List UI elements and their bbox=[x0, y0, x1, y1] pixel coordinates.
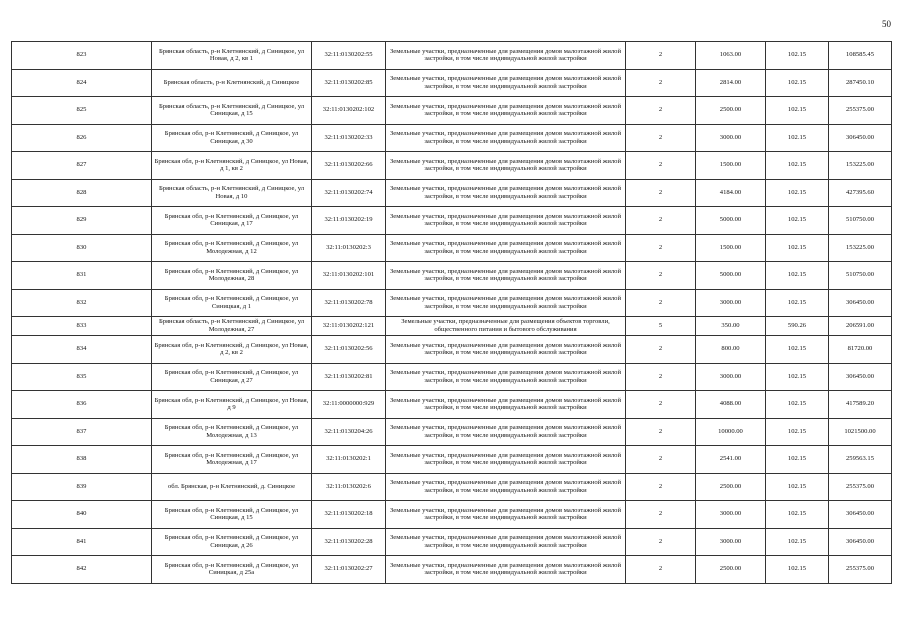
table-row bbox=[12, 446, 892, 474]
address-cell: Брянская обл, р-н Клетнянский, д Синицкое, ул Новая, д 1, кв 2 bbox=[152, 152, 312, 180]
cadastral-number-cell: 32:11:0130202:85 bbox=[312, 69, 386, 97]
page-number: 50 bbox=[882, 19, 891, 29]
group-cell: 2 bbox=[626, 363, 696, 391]
group-cell: 2 bbox=[626, 556, 696, 584]
cadastral-value-cell: 206591.00 bbox=[829, 317, 892, 336]
address-cell: Брянская обл, р-н Клетнянский, д Синицкое, ул Синицкая, д 26 bbox=[152, 528, 312, 556]
row-number-cell: 840 bbox=[12, 501, 152, 529]
cadastral-value-cell: 306450.00 bbox=[829, 363, 892, 391]
cadastral-value-cell: 287450.10 bbox=[829, 69, 892, 97]
cadastral-value-cell: 108585.45 bbox=[829, 42, 892, 70]
row-number-cell: 827 bbox=[12, 152, 152, 180]
table-row bbox=[12, 234, 892, 262]
cadastral-number-cell: 32:11:0130202:27 bbox=[312, 556, 386, 584]
area-cell: 4088.00 bbox=[696, 391, 766, 419]
row-number-cell: 826 bbox=[12, 124, 152, 152]
cadastral-value-cell: 255375.00 bbox=[829, 556, 892, 584]
cadastral-number-cell: 32:11:0130202:74 bbox=[312, 179, 386, 207]
area-cell: 2500.00 bbox=[696, 473, 766, 501]
land-use-cell: Земельные участки, предназначенные для размещения домов малоэтажной жилой застройки, в том числе индивидуальной жилой застройки bbox=[386, 418, 626, 446]
specific-value-cell: 102.15 bbox=[766, 179, 829, 207]
group-cell: 2 bbox=[626, 391, 696, 419]
address-cell: Брянская обл, р-н Клетнянский, д Синицкое, ул Молодежная, д 17 bbox=[152, 446, 312, 474]
row-number-cell: 832 bbox=[12, 289, 152, 317]
land-use-cell: Земельные участки, предназначенные для размещения домов малоэтажной жилой застройки, в том числе индивидуальной жилой застройки bbox=[386, 556, 626, 584]
specific-value-cell: 102.15 bbox=[766, 289, 829, 317]
area-cell: 800.00 bbox=[696, 336, 766, 364]
cadastral-number-cell: 32:11:0130202:1 bbox=[312, 446, 386, 474]
row-number-cell: 828 bbox=[12, 179, 152, 207]
row-number-cell: 839 bbox=[12, 473, 152, 501]
land-use-cell: Земельные участки, предназначенные для размещения домов малоэтажной жилой застройки, в том числе индивидуальной жилой застройки bbox=[386, 207, 626, 235]
cadastral-number-cell: 32:11:0130202:55 bbox=[312, 42, 386, 70]
area-cell: 3000.00 bbox=[696, 289, 766, 317]
table-row bbox=[12, 418, 892, 446]
row-number-cell: 836 bbox=[12, 391, 152, 419]
address-cell: Брянская обл, р-н Клетнянский, д Синицкое, ул Синицкая, д 15 bbox=[152, 501, 312, 529]
cadastral-value-cell: 306450.00 bbox=[829, 501, 892, 529]
address-cell: Брянская обл, р-н Клетнянский, д Синицкое, ул Синицкая, д 27 bbox=[152, 363, 312, 391]
area-cell: 3000.00 bbox=[696, 124, 766, 152]
address-cell: Брянская обл, р-н Клетнянский, д Синицкое, ул Синицкая, д 25а bbox=[152, 556, 312, 584]
row-number-cell: 841 bbox=[12, 528, 152, 556]
address-cell: Брянская обл, р-н Клетнянский, д Синицкое, ул Молодежная, д 13 bbox=[152, 418, 312, 446]
cadastral-number-cell: 32:11:0130202:18 bbox=[312, 501, 386, 529]
specific-value-cell: 102.15 bbox=[766, 418, 829, 446]
address-cell: Брянская обл, р-н Клетнянский, д Синицкое, ул Синицкая, д 17 bbox=[152, 207, 312, 235]
address-cell: Брянская область, р-н Клетнянский, д Синицкое, ул Молодежная, 27 bbox=[152, 317, 312, 336]
row-number-cell: 824 bbox=[12, 69, 152, 97]
land-use-cell: Земельные участки, предназначенные для размещения домов малоэтажной жилой застройки, в том числе индивидуальной жилой застройки bbox=[386, 473, 626, 501]
land-use-cell: Земельные участки, предназначенные для размещения домов малоэтажной жилой застройки, в том числе индивидуальной жилой застройки bbox=[386, 152, 626, 180]
table-row bbox=[12, 317, 892, 336]
row-number-cell: 834 bbox=[12, 336, 152, 364]
group-cell: 2 bbox=[626, 528, 696, 556]
area-cell: 5000.00 bbox=[696, 207, 766, 235]
cadastral-value-cell: 417589.20 bbox=[829, 391, 892, 419]
address-cell: Брянская область, р-н Клетнянский, д Синицкое, ул Синицкая, д 15 bbox=[152, 97, 312, 125]
land-use-cell: Земельные участки, предназначенные для размещения домов малоэтажной жилой застройки, в том числе индивидуальной жилой застройки bbox=[386, 528, 626, 556]
specific-value-cell: 102.15 bbox=[766, 207, 829, 235]
specific-value-cell: 102.15 bbox=[766, 69, 829, 97]
specific-value-cell: 102.15 bbox=[766, 528, 829, 556]
cadastral-number-cell: 32:11:0130202:33 bbox=[312, 124, 386, 152]
land-use-cell: Земельные участки, предназначенные для размещения домов малоэтажной жилой застройки, в том числе индивидуальной жилой застройки bbox=[386, 42, 626, 70]
cadastral-value-cell: 510750.00 bbox=[829, 207, 892, 235]
table-row bbox=[12, 391, 892, 419]
area-cell: 3000.00 bbox=[696, 528, 766, 556]
table-row bbox=[12, 556, 892, 584]
cadastral-number-cell: 32:11:0130202:81 bbox=[312, 363, 386, 391]
group-cell: 2 bbox=[626, 418, 696, 446]
land-use-cell: Земельные участки, предназначенные для размещения домов малоэтажной жилой застройки, в том числе индивидуальной жилой застройки bbox=[386, 179, 626, 207]
area-cell: 2541.00 bbox=[696, 446, 766, 474]
table-row bbox=[12, 97, 892, 125]
cadastral-number-cell: 32:11:0130202:121 bbox=[312, 317, 386, 336]
cadastral-number-cell: 32:11:0130202:3 bbox=[312, 234, 386, 262]
address-cell: Брянская область, р-н Клетнянский, д Синицкое bbox=[152, 69, 312, 97]
cadastral-value-cell: 427395.60 bbox=[829, 179, 892, 207]
cadastral-value-cell: 259563.15 bbox=[829, 446, 892, 474]
area-cell: 5000.00 bbox=[696, 262, 766, 290]
cadastral-number-cell: 32:11:0130202:102 bbox=[312, 97, 386, 125]
row-number-cell: 825 bbox=[12, 97, 152, 125]
address-cell: Брянская обл, р-н Клетнянский, д Синицкое, ул Молодежная, д 12 bbox=[152, 234, 312, 262]
area-cell: 350.00 bbox=[696, 317, 766, 336]
area-cell: 2814.00 bbox=[696, 69, 766, 97]
group-cell: 2 bbox=[626, 473, 696, 501]
table-row bbox=[12, 528, 892, 556]
address-cell: Брянская обл, р-н Клетнянский, д Синицкое, ул Синицкая, д 30 bbox=[152, 124, 312, 152]
cadastral-value-cell: 255375.00 bbox=[829, 473, 892, 501]
cadastral-value-cell: 306450.00 bbox=[829, 528, 892, 556]
address-cell: обл. Брянская, р-н Клетнянский, д. Синицкое bbox=[152, 473, 312, 501]
group-cell: 2 bbox=[626, 446, 696, 474]
cadastral-number-cell: 32:11:0130202:56 bbox=[312, 336, 386, 364]
specific-value-cell: 102.15 bbox=[766, 152, 829, 180]
specific-value-cell: 102.15 bbox=[766, 391, 829, 419]
land-use-cell: Земельные участки, предназначенные для размещения домов малоэтажной жилой застройки, в том числе индивидуальной жилой застройки bbox=[386, 391, 626, 419]
specific-value-cell: 102.15 bbox=[766, 124, 829, 152]
land-use-cell: Земельные участки, предназначенные для размещения домов малоэтажной жилой застройки, в том числе индивидуальной жилой застройки bbox=[386, 446, 626, 474]
specific-value-cell: 102.15 bbox=[766, 97, 829, 125]
area-cell: 10000.00 bbox=[696, 418, 766, 446]
address-cell: Брянская область, р-н Клетнянский, д Синицкое, ул Новая, д 2, кв 1 bbox=[152, 42, 312, 70]
table-row bbox=[12, 207, 892, 235]
row-number-cell: 823 bbox=[12, 42, 152, 70]
specific-value-cell: 102.15 bbox=[766, 473, 829, 501]
specific-value-cell: 102.15 bbox=[766, 446, 829, 474]
group-cell: 2 bbox=[626, 289, 696, 317]
table-row bbox=[12, 473, 892, 501]
group-cell: 2 bbox=[626, 501, 696, 529]
cadastral-value-cell: 1021500.00 bbox=[829, 418, 892, 446]
row-number-cell: 838 bbox=[12, 446, 152, 474]
land-use-cell: Земельные участки, предназначенные для размещения объектов торговли, общественного питания и бытового обслуживания bbox=[386, 317, 626, 336]
land-use-cell: Земельные участки, предназначенные для размещения домов малоэтажной жилой застройки, в том числе индивидуальной жилой застройки bbox=[386, 289, 626, 317]
land-use-cell: Земельные участки, предназначенные для размещения домов малоэтажной жилой застройки, в том числе индивидуальной жилой застройки bbox=[386, 501, 626, 529]
cadastral-value-cell: 153225.00 bbox=[829, 234, 892, 262]
specific-value-cell: 102.15 bbox=[766, 556, 829, 584]
address-cell: Брянская обл, р-н Клетнянский, д Синицкое, ул Молодежная, 28 bbox=[152, 262, 312, 290]
table-row bbox=[12, 262, 892, 290]
table-row bbox=[12, 124, 892, 152]
group-cell: 2 bbox=[626, 234, 696, 262]
area-cell: 1500.00 bbox=[696, 152, 766, 180]
row-number-cell: 835 bbox=[12, 363, 152, 391]
table-row bbox=[12, 69, 892, 97]
cadastral-number-cell: 32:11:0130202:66 bbox=[312, 152, 386, 180]
cadastral-value-cell: 510750.00 bbox=[829, 262, 892, 290]
group-cell: 5 bbox=[626, 317, 696, 336]
cadastral-number-cell: 32:11:0000000:929 bbox=[312, 391, 386, 419]
area-cell: 2500.00 bbox=[696, 556, 766, 584]
cadastral-number-cell: 32:11:0130202:19 bbox=[312, 207, 386, 235]
specific-value-cell: 102.15 bbox=[766, 234, 829, 262]
land-use-cell: Земельные участки, предназначенные для размещения домов малоэтажной жилой застройки, в том числе индивидуальной жилой застройки bbox=[386, 336, 626, 364]
group-cell: 2 bbox=[626, 152, 696, 180]
group-cell: 2 bbox=[626, 262, 696, 290]
table-row bbox=[12, 42, 892, 70]
address-cell: Брянская обл, р-н Клетнянский, д Синицкое, ул Новая, д 2, кв 2 bbox=[152, 336, 312, 364]
cadastral-value-cell: 81720.00 bbox=[829, 336, 892, 364]
table-row bbox=[12, 336, 892, 364]
specific-value-cell: 102.15 bbox=[766, 262, 829, 290]
address-cell: Брянская обл, р-н Клетнянский, д Синицкое, ул Новая, д 9 bbox=[152, 391, 312, 419]
cadastral-number-cell: 32:11:0130202:101 bbox=[312, 262, 386, 290]
group-cell: 2 bbox=[626, 42, 696, 70]
table-row bbox=[12, 363, 892, 391]
cadastral-number-cell: 32:11:0130202:78 bbox=[312, 289, 386, 317]
land-registry-table bbox=[11, 41, 892, 584]
address-cell: Брянская обл, р-н Клетнянский, д Синицкое, ул Синицкая, д 1 bbox=[152, 289, 312, 317]
group-cell: 2 bbox=[626, 69, 696, 97]
area-cell: 4184.00 bbox=[696, 179, 766, 207]
land-use-cell: Земельные участки, предназначенные для размещения домов малоэтажной жилой застройки, в том числе индивидуальной жилой застройки bbox=[386, 234, 626, 262]
area-cell: 3000.00 bbox=[696, 363, 766, 391]
row-number-cell: 831 bbox=[12, 262, 152, 290]
table-row bbox=[12, 179, 892, 207]
land-use-cell: Земельные участки, предназначенные для размещения домов малоэтажной жилой застройки, в том числе индивидуальной жилой застройки bbox=[386, 69, 626, 97]
address-cell: Брянская область, р-н Клетнянский, д Синицкое, ул Новая, д 10 bbox=[152, 179, 312, 207]
cadastral-number-cell: 32:11:0130204:26 bbox=[312, 418, 386, 446]
cadastral-value-cell: 306450.00 bbox=[829, 124, 892, 152]
land-use-cell: Земельные участки, предназначенные для размещения домов малоэтажной жилой застройки, в том числе индивидуальной жилой застройки bbox=[386, 363, 626, 391]
group-cell: 2 bbox=[626, 124, 696, 152]
table-body bbox=[12, 42, 892, 584]
specific-value-cell: 102.15 bbox=[766, 501, 829, 529]
group-cell: 2 bbox=[626, 336, 696, 364]
cadastral-value-cell: 153225.00 bbox=[829, 152, 892, 180]
specific-value-cell: 102.15 bbox=[766, 363, 829, 391]
cadastral-number-cell: 32:11:0130202:6 bbox=[312, 473, 386, 501]
land-use-cell: Земельные участки, предназначенные для размещения домов малоэтажной жилой застройки, в том числе индивидуальной жилой застройки bbox=[386, 262, 626, 290]
group-cell: 2 bbox=[626, 207, 696, 235]
cadastral-value-cell: 306450.00 bbox=[829, 289, 892, 317]
table-row bbox=[12, 501, 892, 529]
table-row bbox=[12, 152, 892, 180]
area-cell: 3000.00 bbox=[696, 501, 766, 529]
land-use-cell: Земельные участки, предназначенные для размещения домов малоэтажной жилой застройки, в том числе индивидуальной жилой застройки bbox=[386, 97, 626, 125]
row-number-cell: 830 bbox=[12, 234, 152, 262]
group-cell: 2 bbox=[626, 97, 696, 125]
area-cell: 1063.00 bbox=[696, 42, 766, 70]
specific-value-cell: 590.26 bbox=[766, 317, 829, 336]
row-number-cell: 837 bbox=[12, 418, 152, 446]
group-cell: 2 bbox=[626, 179, 696, 207]
row-number-cell: 829 bbox=[12, 207, 152, 235]
table-row bbox=[12, 289, 892, 317]
area-cell: 2500.00 bbox=[696, 97, 766, 125]
area-cell: 1500.00 bbox=[696, 234, 766, 262]
row-number-cell: 833 bbox=[12, 317, 152, 336]
land-use-cell: Земельные участки, предназначенные для размещения домов малоэтажной жилой застройки, в том числе индивидуальной жилой застройки bbox=[386, 124, 626, 152]
specific-value-cell: 102.15 bbox=[766, 42, 829, 70]
row-number-cell: 842 bbox=[12, 556, 152, 584]
specific-value-cell: 102.15 bbox=[766, 336, 829, 364]
cadastral-value-cell: 255375.00 bbox=[829, 97, 892, 125]
cadastral-number-cell: 32:11:0130202:28 bbox=[312, 528, 386, 556]
